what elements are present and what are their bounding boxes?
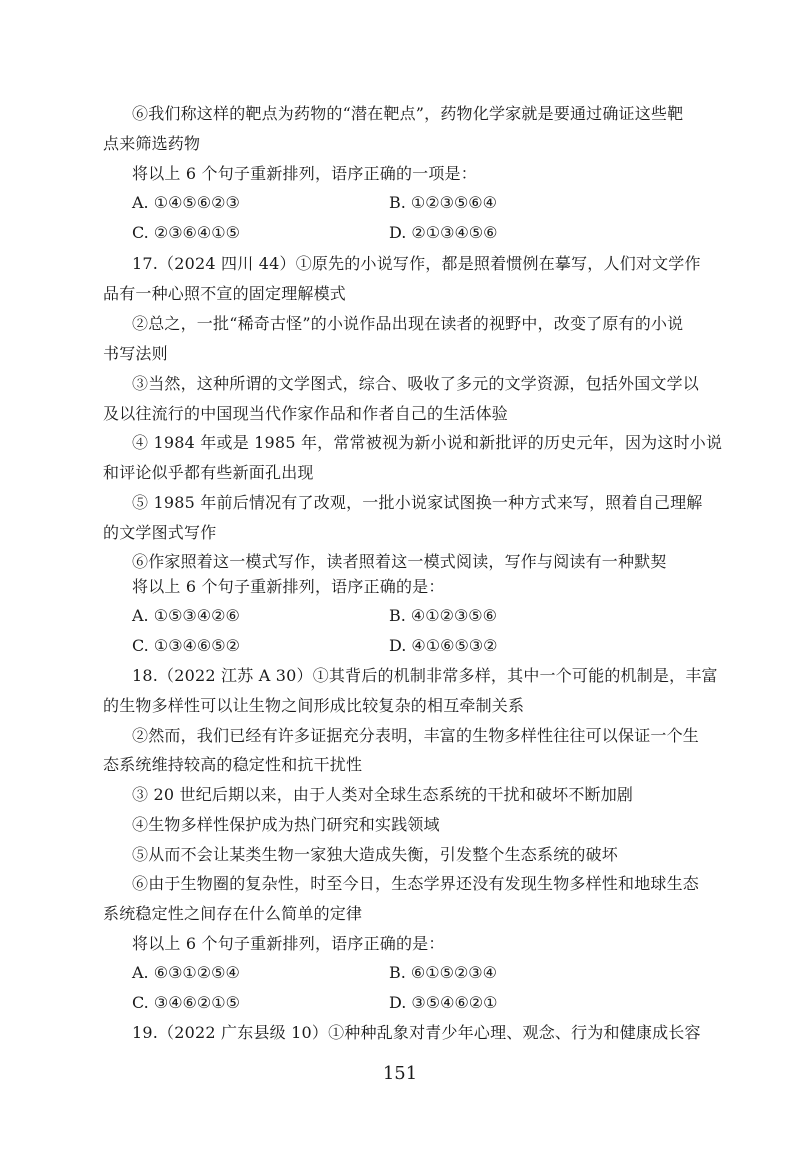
q18-prompt: 将以上 6 个句子重新排列，语序正确的是： — [132, 934, 445, 953]
q16-option-c: C. ②③⑥④①⑤ — [132, 223, 240, 242]
q18-option-a: A. ⑥③①②⑤④ — [132, 963, 240, 982]
q16-item6-line1: ⑥我们称这样的靶点为药物的“潜在靶点”，药物化学家就是要通过确证这些靶 — [132, 104, 684, 123]
q18-item4: ④生物多样性保护成为热门研究和实践领域 — [132, 815, 440, 834]
q18-item2-line2: 态系统维持较高的稳定性和抗干扰性 — [103, 755, 363, 774]
q16-prompt: 将以上 6 个句子重新排列，语序正确的一项是： — [132, 164, 477, 183]
q17-item4-line1: ④ 1984 年或是 1985 年，常常被视为新小说和新批评的历史元年，因为这时小说 — [132, 433, 723, 452]
q17-item4-line2: 和评论似乎都有些新面孔出现 — [103, 463, 314, 482]
q18-option-d: D. ③⑤④⑥②① — [389, 993, 498, 1012]
q16-option-d: D. ②①③④⑤⑥ — [389, 223, 498, 242]
q17-item5-line2: 的文学图式写作 — [103, 523, 217, 542]
q17-item5-line1: ⑤ 1985 年前后情况有了改观，一批小说家试图换一种方式来写，照着自己理解 — [132, 493, 703, 512]
q17-line2: 品有一种心照不宣的固定理解模式 — [103, 284, 347, 303]
q16-option-a: A. ①④⑤⑥②③ — [132, 193, 240, 212]
q17-option-b: B. ④①②③⑤⑥ — [389, 606, 497, 625]
q18-line1: 18.（2022 江苏 A 30）①其背后的机制非常多样，其中一个可能的机制是，丰富 — [132, 666, 718, 685]
q17-option-a: A. ①⑤③④②⑥ — [132, 606, 240, 625]
page-number: 151 — [382, 1063, 418, 1084]
q17-item6: ⑥作家照着这一模式写作，读者照着这一模式阅读，写作与阅读有一种默契 — [132, 552, 667, 571]
q18-option-c: C. ③④⑥②①⑤ — [132, 993, 240, 1012]
q17-line1: 17.（2024 四川 44）①原先的小说写作，都是照着惯例在摹写，人们对文学作 — [132, 254, 701, 273]
q17-option-d: D. ④①⑥⑤③② — [389, 636, 498, 655]
q18-item6-line1: ⑥由于生物圈的复杂性，时至今日，生态学界还没有发现生物多样性和地球生态 — [132, 874, 700, 893]
q17-item2-line1: ②总之，一批“稀奇古怪”的小说作品出现在读者的视野中，改变了原有的小说 — [132, 314, 684, 333]
q17-option-c: C. ①③④⑥⑤② — [132, 636, 240, 655]
q18-item2-line1: ②然而，我们已经有许多证据充分表明，丰富的生物多样性往往可以保证一个生 — [132, 726, 700, 745]
q16-option-b: B. ①②③⑤⑥④ — [389, 193, 497, 212]
q17-item3-line1: ③当然，这种所谓的文学图式，综合、吸收了多元的文学资源，包括外国文学以 — [132, 374, 700, 393]
q16-item6-line2: 点来筛选药物 — [103, 134, 201, 153]
q17-item3-line2: 及以往流行的中国现当代作家作品和作者自己的生活体验 — [103, 404, 509, 423]
q19-line1: 19.（2022 广东县级 10）①种种乱象对青少年心理、观念、行为和健康成长容 — [132, 1023, 701, 1042]
q18-item3: ③ 20 世纪后期以来，由于人类对全球生态系统的干扰和破坏不断加剧 — [132, 785, 634, 804]
q17-item2-line2: 书写法则 — [103, 344, 168, 363]
q17-prompt: 将以上 6 个句子重新排列，语序正确的是： — [132, 577, 445, 596]
q18-line2: 的生物多样性可以让生物之间形成比较复杂的相互牵制关系 — [103, 696, 525, 715]
q18-option-b: B. ⑥①⑤②③④ — [389, 963, 497, 982]
q18-item5: ⑤从而不会让某类生物一家独大造成失衡，引发整个生态系统的破坏 — [132, 845, 619, 864]
q18-item6-line2: 系统稳定性之间存在什么简单的定律 — [103, 904, 363, 923]
